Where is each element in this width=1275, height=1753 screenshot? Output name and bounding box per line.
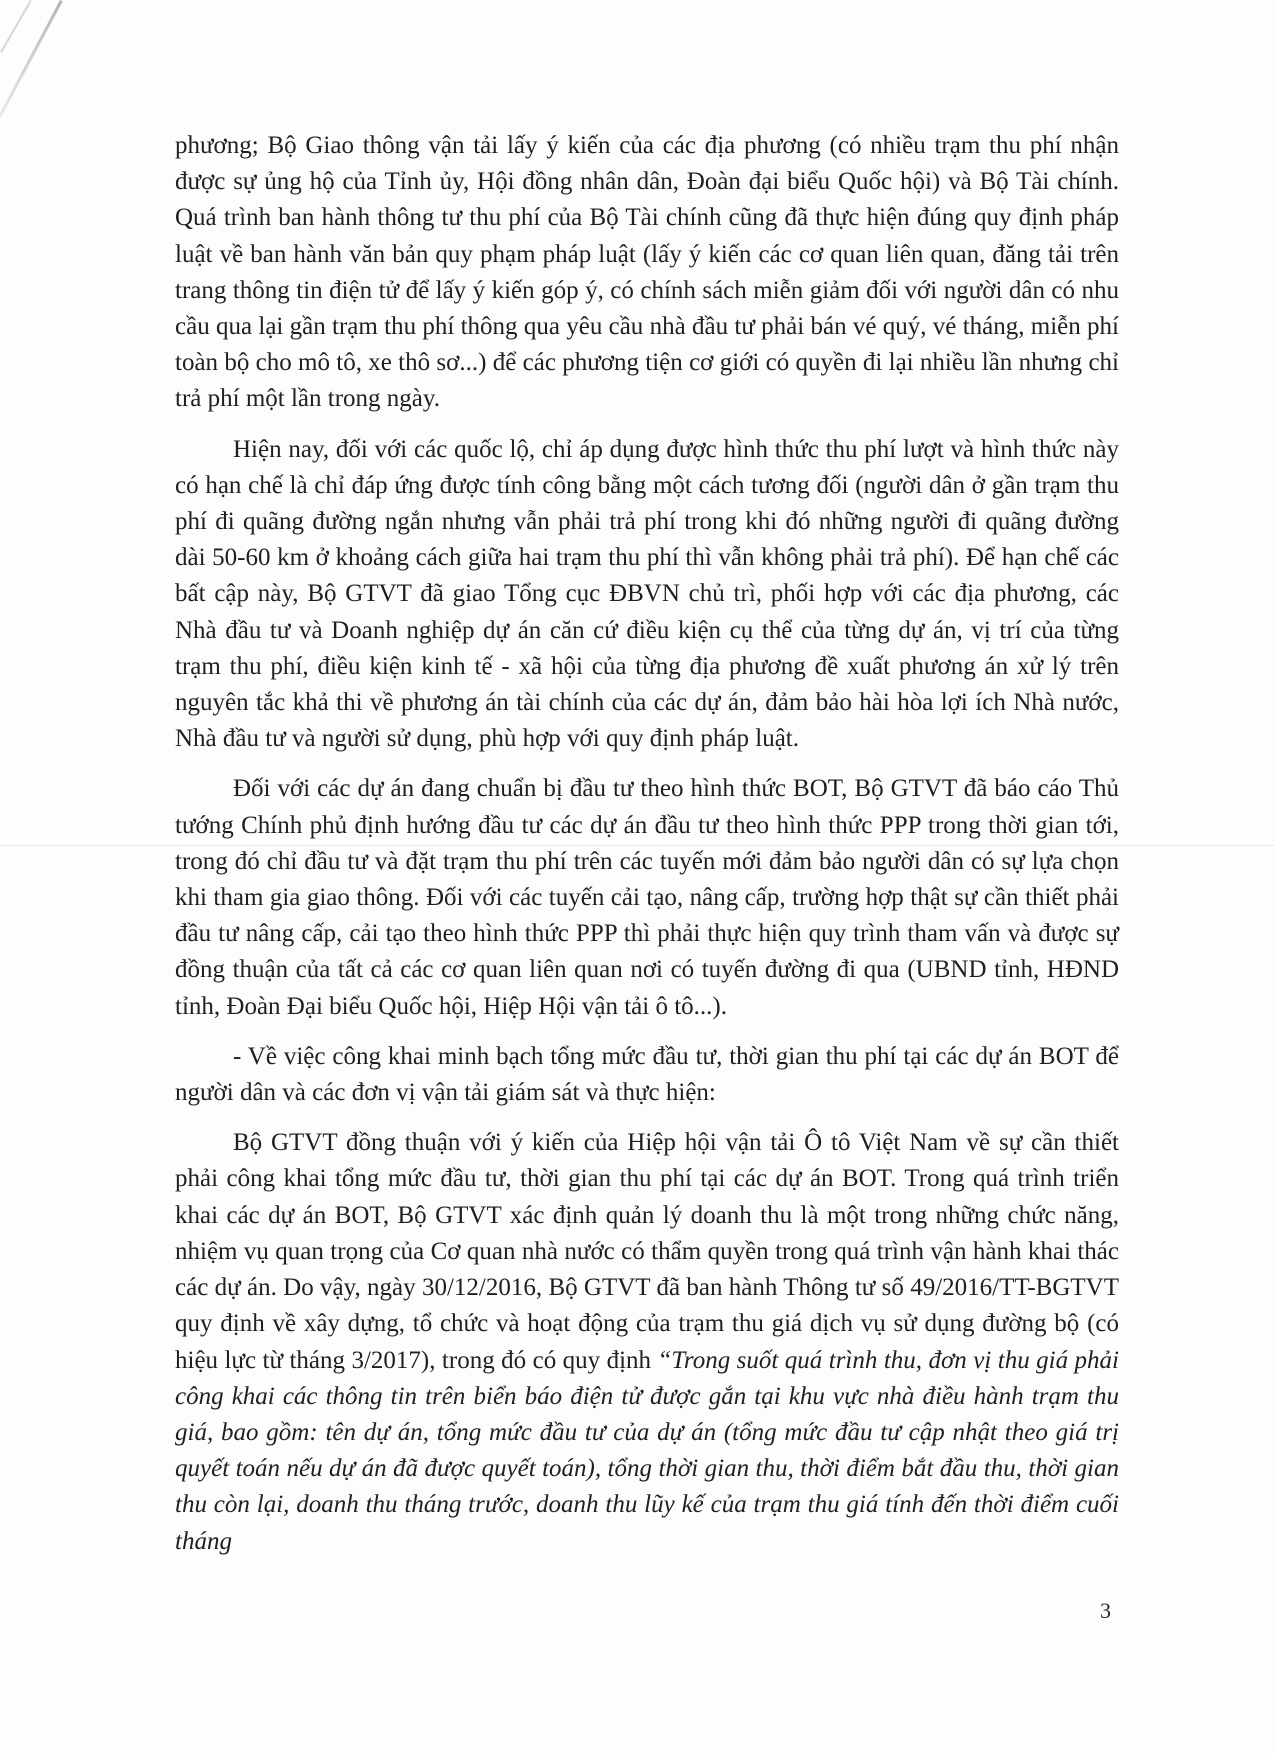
paragraph-toll-fairness: Hiện nay, đối với các quốc lộ, chỉ áp dụng được hình thức thu phí lượt và hình thức này có hạn chế là chỉ đáp ứng được tính công bằng một cách tương đối (người dân ở gần trạm thu phí đi quãng đường ngắn nhưng vẫn phải trả phí trong khi đó những người đi quãng đường dài 50-60 km ở khoảng cách giữa hai trạm thu phí thì vẫn không phải trả phí). Để hạn chế các bất cập này, Bộ GTVT đã giao Tổng cục ĐBVN chủ trì, phối hợp với các địa phương, các Nhà đầu tư và Doanh nghiệp dự án căn cứ điều kiện cụ thể của từng dự án, vị trí của từng trạm thu phí, điều kiện kinh tế - xã hội của từng địa phương đề xuất phương án xử lý trên nguyên tắc khả thi về phương án tài chính của các dự án, đảm bảo hài hòa lợi ích Nhà nước, Nhà đầu tư và người sử dụng, phù hợp với quy định pháp luật. — [175, 435, 1119, 753]
paragraph-ministry-agreement-text: Bộ GTVT đồng thuận với ý kiến của Hiệp hội vận tải Ô tô Việt Nam về sự cần thiết phải công khai tổng mức đầu tư, thời gian thu phí tại các dự án BOT. Trong quá trình triển khai các dự án BOT, Bộ GTVT xác định quản lý doanh thu là một trong những chức năng, nhiệm vụ quan trọng của Cơ quan nhà nước có thẩm quyền trong quá trình vận hành khai thác các dự án. Do vậy, ngày 30/12/2016, Bộ GTVT đã ban hành Thông tư số 49/2016/TT-BGTVT quy định về xây dựng, tổ chức và hoạt động của trạm thu giá dịch vụ sử dụng đường bộ (có hiệu lực từ tháng 3/2017), trong đó có quy định — [175, 1129, 1119, 1374]
paragraph-ministry-agreement — [175, 1125, 1119, 1559]
document-body — [175, 128, 1119, 1574]
regulation-quote: “Trong suốt quá trình thu, đơn vị thu giá phải công khai các thông tin trên biển báo điện tử được gắn tại khu vực nhà điều hành trạm thu giá, bao gồm: tên dự án, tổng mức đầu tư của dự án (tổng mức đầu tư cập nhật theo giá trị quyết toán nếu dự án đã được quyết toán), tổng thời gian thu, thời điểm bắt đầu thu, thời gian thu còn lại, doanh thu tháng trước, doanh thu lũy kế của trạm thu giá tính đến thời điểm cuối tháng — [175, 1346, 1119, 1555]
paragraph-continuation: phương; Bộ Giao thông vận tải lấy ý kiến của các địa phương (có nhiều trạm thu phí nhận được sự ủng hộ của Tỉnh ủy, Hội đồng nhân dân, Đoàn đại biểu Quốc hội) và Bộ Tài chính. Quá trình ban hành thông tư thu phí của Bộ Tài chính cũng đã thực hiện đúng quy định pháp luật về ban hành văn bản quy phạm pháp luật (lấy ý kiến các cơ quan liên quan, đăng tải trên trang thông tin điện tử để lấy ý kiến góp ý, có chính sách miễn giảm đối với người dân có nhu cầu qua lại gần trạm thu phí thông qua yêu cầu nhà đầu tư phải bán vé quý, vé tháng, miễn phí toàn bộ cho mô tô, xe thô sơ...) để các phương tiện cơ giới có quyền đi lại nhiều lần nhưng chỉ trả phí một lần trong ngày. — [175, 132, 1119, 413]
paragraph-transparency-heading: - Về việc công khai minh bạch tổng mức đầu tư, thời gian thu phí tại các dự án BOT để người dân và các đơn vị vận tải giám sát và thực hiện: — [175, 1042, 1119, 1107]
page-number: 3 — [1100, 1598, 1111, 1623]
scan-artifact-mark-small — [0, 0, 32, 53]
scan-artifact-mark — [0, 0, 63, 134]
paragraph-bot-preparation: Đối với các dự án đang chuẩn bị đầu tư theo hình thức BOT, Bộ GTVT đã báo cáo Thủ tướng Chính phủ định hướng đầu tư các dự án đầu tư theo hình thức PPP trong thời gian tới, trong đó chỉ đầu tư và đặt trạm thu phí trên các tuyến mới đảm bảo người dân có sự lựa chọn khi tham gia giao thông. Đối với các tuyến cải tạo, nâng cấp, trường hợp thật sự cần thiết phải đầu tư nâng cấp, cải tạo theo hình thức PPP thì phải thực hiện quy trình tham vấn và được sự đồng thuận của tất cả các cơ quan liên quan nơi có tuyến đường đi qua (UBND tỉnh, HĐND tỉnh, Đoàn Đại biểu Quốc hội, Hiệp Hội vận tải ô tô...). — [175, 775, 1119, 1020]
